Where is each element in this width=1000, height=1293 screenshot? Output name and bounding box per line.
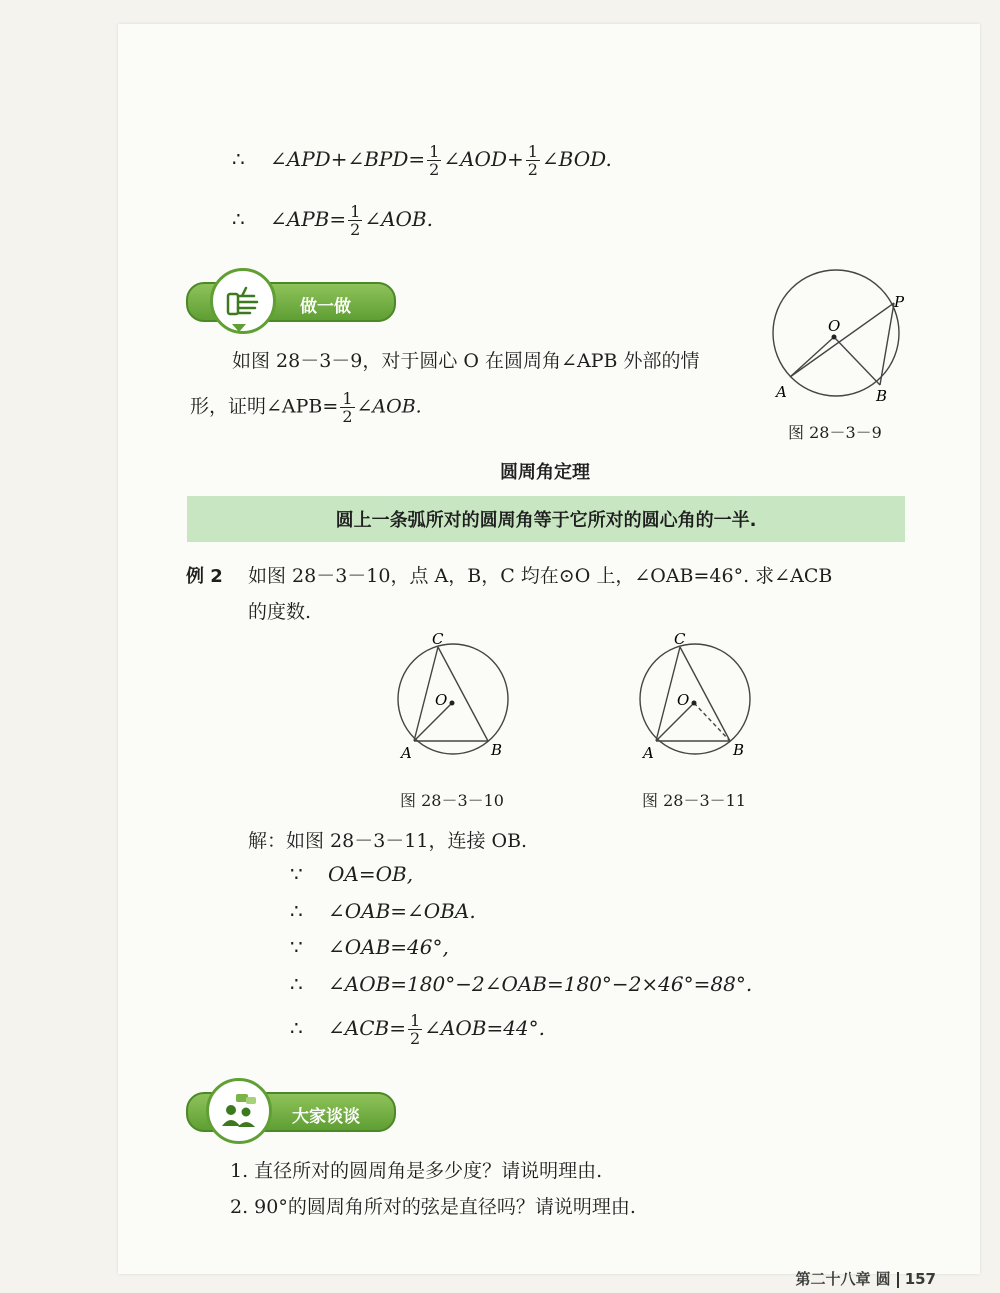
proof-expr-1c: ∠BOD. [541,147,612,171]
figure-28-3-9 [760,265,920,415]
solution-line: ∴ ∠AOB=180°−2∠OAB=180°−2×46°=88°. [290,972,753,996]
solution-line: ∴ ∠OAB=∠OBA. [290,899,476,923]
discussion-item: 2. 90°的圆周角所对的弦是直径吗？请说明理由. [230,1196,636,1218]
theorem-statement: 圆上一条弧所对的圆周角等于它所对的圆心角的一半. [335,510,757,531]
label-B: B [491,741,503,759]
fraction-half: $\frac{1}{2}$ [409,1011,421,1048]
fraction-half: $\frac{1}{2}$ [527,142,538,179]
proof-expr-1b: ∠AOD+ [443,147,524,171]
people-talk-icon [206,1078,272,1144]
label-A: A [401,744,412,762]
label-C: C [432,630,444,648]
figure-28-3-11 [632,625,762,770]
footer-divider [897,1272,899,1288]
solution-line-final: ∴ ∠ACB= $\frac{1}{2}$ ∠AOB=44°. [290,1011,546,1048]
label-O: O [435,691,448,709]
solution-line: ∵ ∠OAB=46°, [290,935,449,959]
page-footer [795,1268,936,1289]
proof-line-2: ∴ ∠APB= $\frac{1}{2}$ ∠AOB. [232,202,433,239]
figure-caption-10: 图 28－3－10 [400,791,504,810]
activity-text-line-2: 形，证明∠APB= $\frac{1}{2}$ ∠AOB. [190,389,422,426]
label-O: O [828,317,841,335]
label-B: B [876,387,888,405]
solution-line: ∵ OA=OB, [290,862,414,886]
activity-label: 做一做 [300,297,351,317]
figure-caption-9: 图 28－3－9 [788,423,882,442]
proof-line-1: ∴ ∠APD+∠BPD= $\frac{1}{2}$ ∠AOD+ $\frac{1}{2}$ ∠BOD. [232,142,612,179]
theorem-statement-band [187,496,905,542]
label-B: B [733,741,745,759]
chapter-title: 第二十八章 圆 [795,1270,891,1288]
badge-pointer [232,324,246,332]
fraction-half: $\frac{1}{2}$ [350,202,361,239]
discussion-label: 大家谈谈 [292,1107,360,1127]
page-number: 157 [904,1270,936,1288]
figure-caption-11: 图 28－3－11 [642,791,746,810]
label-C: C [674,630,686,648]
fraction-half: $\frac{1}{2}$ [429,142,440,179]
fraction-half: $\frac{1}{2}$ [342,389,353,426]
figure-28-3-10 [390,625,520,770]
theorem-title: 圆周角定理 [500,462,590,483]
solution-intro: 解：如图 28－3－11，连接 OB. [248,830,528,852]
example-text-line-2: 的度数. [248,601,312,623]
proof-expr-2a: ∠APB= [270,207,347,231]
proof-expr-2b: ∠AOB. [364,207,433,231]
label-P: P [894,293,905,311]
label-O: O [677,691,690,709]
discussion-item: 1. 直径所对的圆周角是多少度？请说明理由. [230,1160,603,1182]
proof-expr-1a: ∠APD+∠BPD= [270,147,426,171]
example-tag: 例 2 [186,566,223,587]
label-A: A [776,383,787,401]
example-text-line-1: 如图 28－3－10，点 A，B，C 均在⊙O 上，∠OAB=46°. 求∠ACB [248,565,833,587]
activity-text-line-1: 如图 28－3－9，对于圆心 O 在圆周角∠APB 外部的情 [232,350,700,372]
label-A: A [643,744,654,762]
